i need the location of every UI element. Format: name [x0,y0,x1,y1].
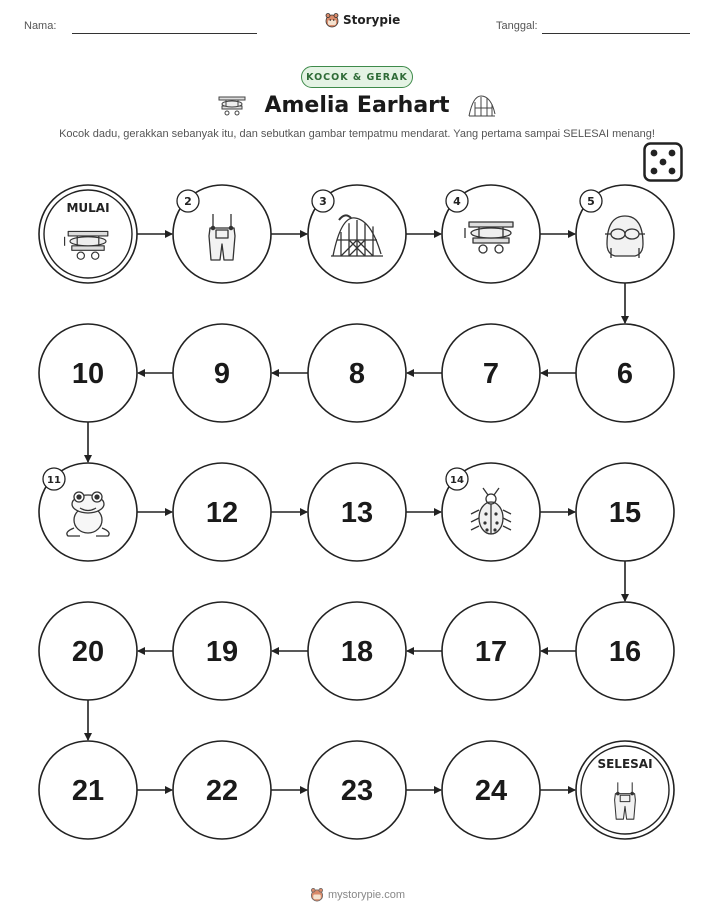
board-space-21 [39,741,137,839]
space-number: 23 [340,775,374,807]
board-space-20 [39,602,137,700]
board-space-7 [442,324,540,422]
footer-site: mystorypie.com [328,888,406,901]
board-space-17 [442,602,540,700]
space-number: 5 [587,195,595,208]
finish-label: SELESAI [597,757,653,771]
board-space-25 [576,741,674,839]
instructions: Kocok dadu, gerakkan sebanyak itu, dan sebutkan gambar tempatmu mendarat. Yang pertama sampai SELESAI menang! [59,128,655,140]
board-space-15 [576,463,674,561]
space-number: 24 [474,775,508,807]
space-number: 14 [450,475,464,486]
board-space-23 [308,741,406,839]
storypie-mascot-icon [310,887,324,902]
board-space-9 [173,324,271,422]
space-number: 11 [47,475,61,486]
footer [310,887,405,902]
board-space-8 [308,324,406,422]
board-space-2 [173,185,271,283]
space-number: 2 [184,195,192,208]
brand-name: Storypie [343,13,401,27]
board-space-3 [308,185,406,283]
page-title: Amelia Earhart [264,93,450,118]
space-number: 10 [71,358,105,390]
space-number: 21 [71,775,105,807]
board-space-22 [173,741,271,839]
board-space-5 [576,185,674,283]
space-number: 19 [205,636,239,668]
category-pill: KOCOK & GERAK [301,66,413,88]
board-space-13 [308,463,406,561]
board-space-14 [442,463,540,561]
space-number: 22 [205,775,239,807]
space-number: 12 [205,497,239,529]
board-space-4 [442,185,540,283]
space-number: 8 [348,358,366,390]
space-number: 13 [340,497,374,529]
space-number: 18 [340,636,374,668]
name-label: Nama: [24,20,57,32]
space-number: 6 [616,358,634,390]
board-space-16 [576,602,674,700]
start-label: MULAI [66,201,110,215]
space-number: 3 [319,195,327,208]
space-number: 9 [213,358,231,390]
space-number: 20 [71,636,105,668]
board-space-1 [39,185,137,283]
board-space-11 [39,463,137,561]
date-label: Tanggal: [496,20,538,32]
space-number: 4 [453,195,461,208]
space-number: 17 [474,636,508,668]
board-space-24 [442,741,540,839]
space-number: 16 [608,636,642,668]
space-number: 15 [608,497,642,529]
board-space-18 [308,602,406,700]
board-space-12 [173,463,271,561]
space-number: 7 [482,358,500,390]
board-space-19 [173,602,271,700]
board-space-10 [39,324,137,422]
board-space-6 [576,324,674,422]
